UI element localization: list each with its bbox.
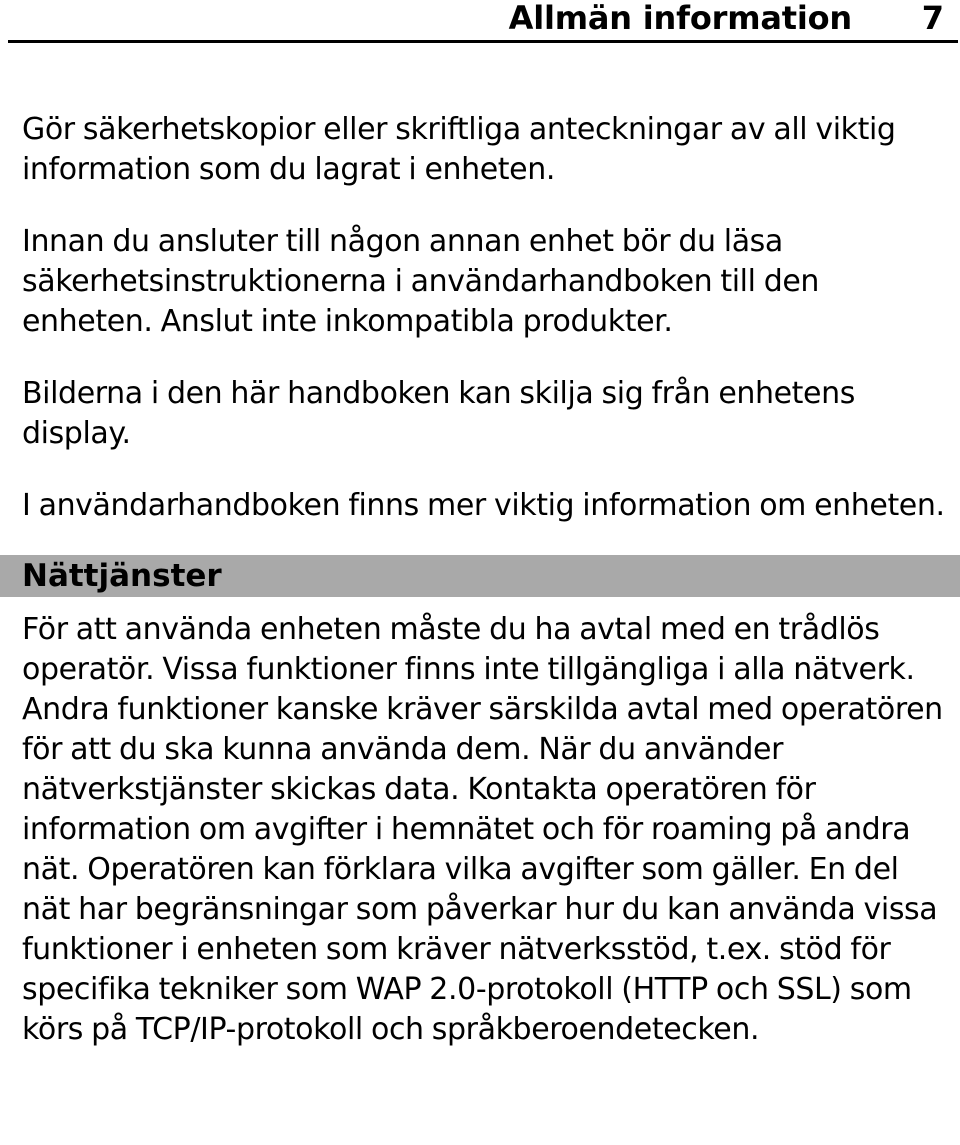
chapter-title: Allmän information [508,0,852,37]
paragraph-images: Bilderna i den här handboken kan skilja sig från enhetens display. [22,376,855,451]
section-heading: Nättjänster [22,558,222,594]
paragraph-safety: Innan du ansluter till någon annan enhet bör du läsa säkerhetsinstruktionerna i användarhandboken till den enheten. Anslut inte inkompatibla produkter. [22,224,820,339]
paragraph-user-guide: I användarhandboken finns mer viktig information om enheten. [22,488,945,523]
section-body-text: För att använda enheten måste du ha avtal med en trådlös operatör. Vissa funktioner finns inte tillgängliga i alla nätverk. Andra funktioner kanske kräver särskilda avtal med operatören för att du ska kunna använda dem. När du använder nätverkstjänster skickas data. Kontakta operatören för information om avgifter i hemnätet och för roaming på andra nät. Operatören kan förklara vilka avgifter som gäller. En del nät har begränsningar som påverkar hur du kan använda vissa funktioner i enheten som kräver nätverksstöd, t.ex. stöd för specifika tekniker som WAP 2.0-protokoll (HTTP och SSL) som körs på TCP/IP-protokoll och språkberoendetecken. [22,612,943,1047]
section-heading-bar [0,555,960,597]
page-content [22,110,952,1050]
paragraph-backup: Gör säkerhetskopior eller skriftliga anteckningar av all viktig information som du lagrat i enheten. [22,112,896,187]
page-number: 7 [921,0,944,37]
page-header [8,0,958,43]
